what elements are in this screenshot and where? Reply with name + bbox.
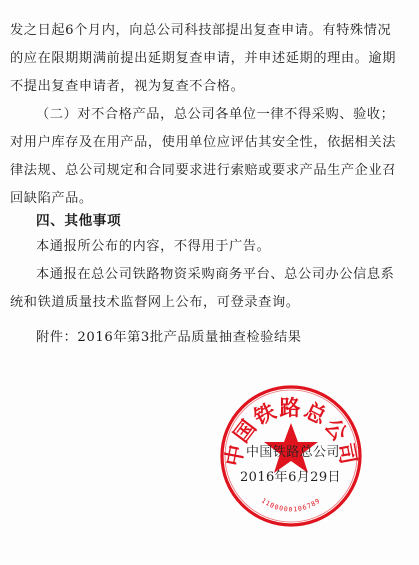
clause-two-line: （二）对不合格产品，总公司各单位一律不得采购、验收； (36, 107, 395, 122)
attachment-line: 附件：2016年第3批产品质量抽查检验结果 (36, 330, 302, 345)
notice-line: 本通报在总公司铁路物资采购商务平台、总公司办公信息系 (36, 267, 395, 282)
body-line: 的应在限期期满前提出延期复查申请，并申述延期的理由。逾期 (10, 51, 397, 66)
body-line: 不提出复查申请者，视为复查不合格。 (10, 79, 245, 94)
signature-date: 2016年6月29日 (240, 470, 341, 485)
body-line: 律法规、总公司规定和合同要求进行索赔或要求产品生产企业召 (10, 163, 397, 178)
notice-line: 本通报所公布的内容，不得用于广告。 (36, 239, 271, 254)
body-line: 回缺陷产品。 (10, 191, 93, 206)
signature-org: 中国铁路总公司 (246, 445, 340, 460)
body-line: 对用户库存及在用产品，使用单位应评估其安全性，依据相关法 (10, 135, 397, 150)
seal-ring-text: 中国铁路总公司 (221, 396, 361, 468)
section-heading: 四、其他事项 (36, 213, 122, 229)
seal-serial: 1100000106789 (259, 496, 323, 514)
body-line: 发之日起6个月内，向总公司科技部提出复查申请。有特殊情况 (10, 23, 392, 38)
notice-line: 统和铁道质量技术监督网上公布，可登录查询。 (10, 295, 300, 310)
